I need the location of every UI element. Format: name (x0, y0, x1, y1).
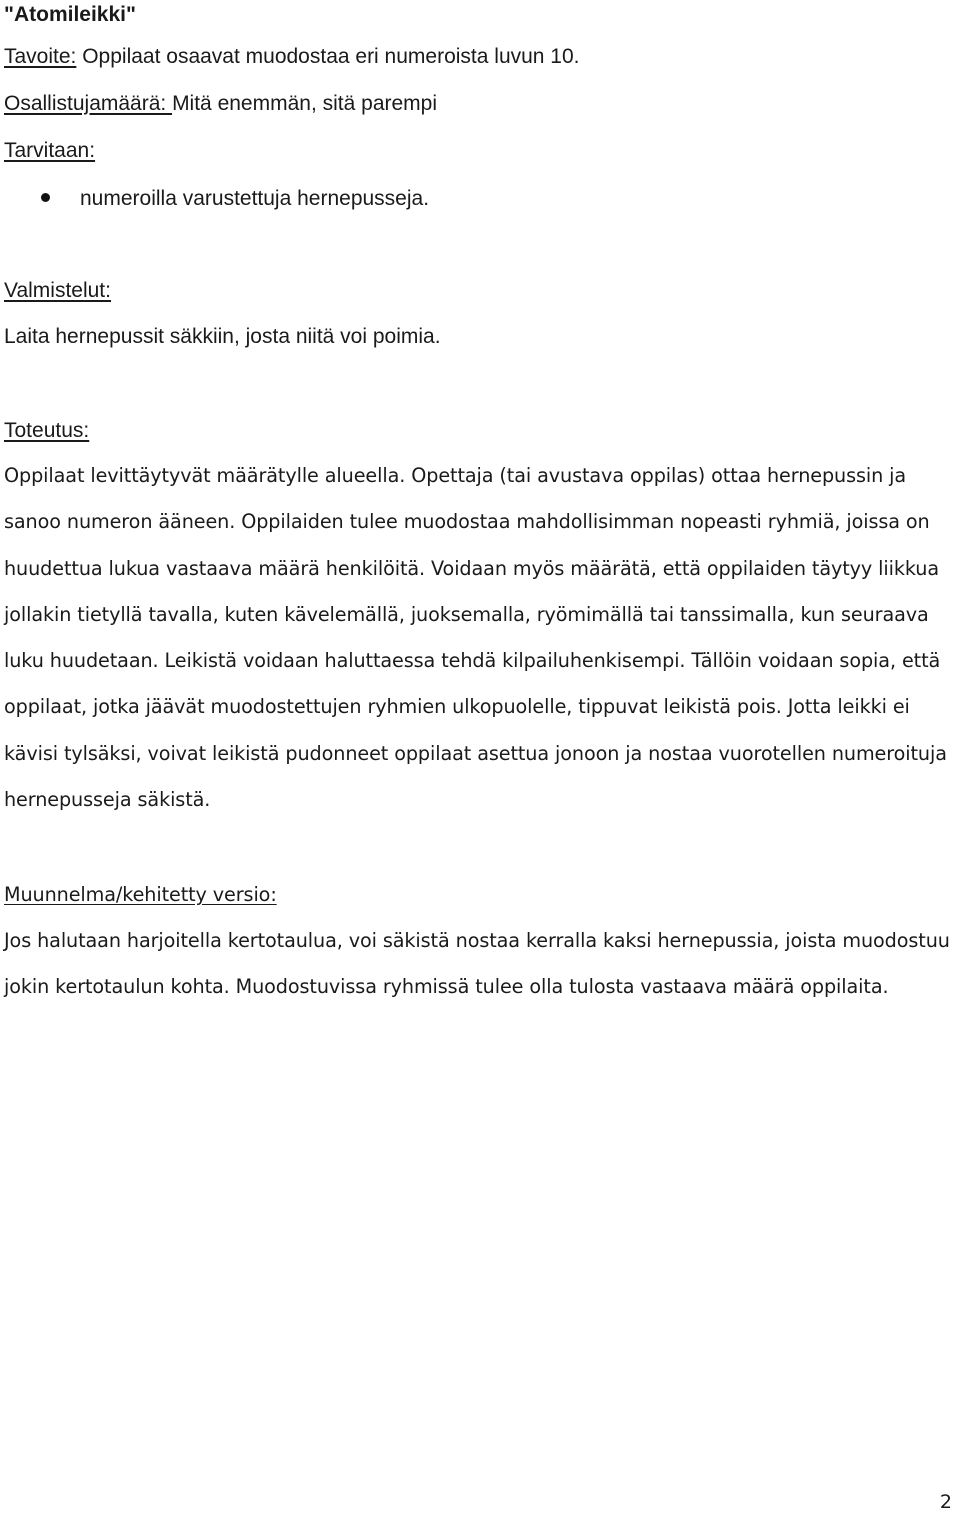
implementation-label: Toteutus: (4, 419, 90, 442)
variation-heading (4, 872, 277, 918)
document-title: "Atomileikki" (4, 3, 136, 26)
needed-item-text: numeroilla varustettuja hernepusseja. (80, 187, 430, 210)
variation-paragraph: Jos halutaan harjoitella kertotaulua, voi säkistä nostaa kerralla kaksi hernepussia, joista muodostuu jokin kertotaulun kohta. Muodostuvissa ryhmissä tulee olla tulosta vastaava määrä oppilaita. (4, 929, 950, 999)
implementation-heading (4, 416, 89, 446)
goal-label: Tavoite: (4, 45, 77, 68)
goal-line (4, 42, 580, 72)
needed-label: Tarvitaan: (4, 139, 96, 162)
participants-label: Osallistujamäärä: (4, 92, 173, 115)
preparation-heading (4, 276, 111, 306)
participants-text: Mitä enemmän, sitä parempi (172, 92, 438, 115)
needed-list-item (4, 184, 429, 214)
goal-text: Oppilaat osaavat muodostaa eri numeroista luvun 10. (76, 45, 580, 68)
page-number: 2 (939, 1491, 952, 1513)
bullet-icon (41, 193, 50, 202)
participants-line (4, 89, 437, 119)
preparation-label: Valmistelut: (4, 279, 111, 302)
implementation-paragraph: Oppilaat levittäytyvät määrätylle alueella. Opettaja (tai avustava oppilas) ottaa hernepussin ja sanoo numeron ääneen. Oppilaiden tulee muodostaa mahdollisimman nopeasti ryhmiä, joissa on huudettua lukua vastaava määrä henkilöitä. Voidaan myös määrätä, että oppilaiden täytyy liikkua jollakin tietyllä tavalla, kuten kävelemällä, juoksemalla, ryömimällä tai tanssimalla, kun seuraava luku huudetaan. Leikistä voidaan haluttaessa tehdä kilpailuhenkisempi. Tällöin voidaan sopia, että oppilaat, jotka jäävät muodostettujen ryhmien ulkopuolelle, tippuvat leikistä pois. Jotta leikki ei kävisi tylsäksi, voivat leikistä pudonneet oppilaat asettua jonoon ja nostaa vuorotellen numeroituja hernepusseja säkistä. (4, 464, 947, 812)
variation-label: Muunnelma/kehitetty versio: (4, 883, 277, 906)
preparation-text: Laita hernepussit säkkiin, josta niitä voi poimia. (4, 325, 441, 348)
needed-line (4, 136, 95, 166)
